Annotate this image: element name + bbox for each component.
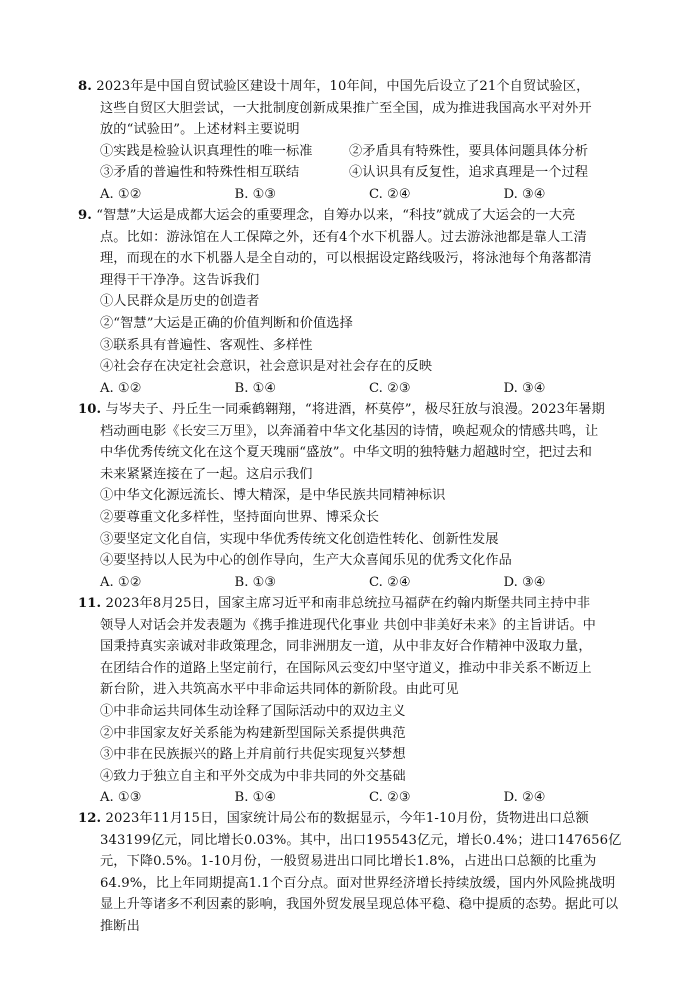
question-10 bbox=[78, 399, 638, 593]
question-11-item-3: ③中非在民族振兴的路上并肩前行共促实现复兴梦想 bbox=[100, 747, 406, 763]
question-10-choice-a[interactable]: A. ①② bbox=[100, 574, 142, 590]
question-11-stem-2: 领导人对话会并发表题为《携手推进现代化事业 共创中非美好未来》的主旨讲话。中 bbox=[100, 617, 596, 633]
question-8-line-1 bbox=[78, 76, 638, 98]
question-11-number: 11. bbox=[78, 596, 102, 611]
question-9-stem-1: “智慧”大运是成都大运会的重要理念，自筹办以来，“科技”就成了大运会的一大亮 bbox=[96, 208, 576, 223]
question-11-item-1: ①中非命运共同体生动诠释了国际活动中的双边主义 bbox=[100, 703, 406, 719]
question-9-item-3: ③联系具有普遍性、客观性、多样性 bbox=[100, 337, 313, 353]
question-11-item-2: ②中非国家友好关系能为构建新型国际关系提供典范 bbox=[100, 725, 406, 741]
question-10-stem-3: 中华优秀传统文化在这个夏天瑰丽“盛放”。中华文明的独特魅力超越时空，把过去和 bbox=[100, 445, 593, 461]
question-8-item-4: ④认识具有反复性，追求真理是一个过程 bbox=[349, 165, 589, 181]
question-8-item-3: ③矛盾的普遍性和特殊性相互联结 bbox=[100, 165, 300, 181]
question-10-choice-b[interactable]: B. ①③ bbox=[234, 574, 277, 590]
question-9-choices bbox=[78, 378, 638, 400]
question-8-choice-c[interactable]: C. ②④ bbox=[369, 186, 411, 202]
question-11-choice-b[interactable]: B. ①④ bbox=[234, 790, 277, 806]
question-10-item-2: ②要尊重文化多样性，坚持面向世界、博采众长 bbox=[100, 509, 380, 525]
question-8-choice-a[interactable]: A. ①② bbox=[100, 186, 142, 202]
question-10-item-4: ④要坚持以人民为中心的创作导向，生产大众喜闻乐见的优秀文化作品 bbox=[100, 553, 512, 569]
question-11-choice-c[interactable]: C. ②③ bbox=[369, 790, 411, 806]
question-8-item-2: ②矛盾具有特殊性，要具体问题具体分析 bbox=[349, 143, 589, 159]
question-11-choice-a[interactable]: A. ①③ bbox=[100, 790, 142, 806]
question-12-stem-3: 元，下降0.5%。1-10月份，一般贸易进出口同比增长1.8%，占进出口总额的比重为 bbox=[100, 854, 597, 870]
question-12-line-1 bbox=[78, 808, 638, 830]
question-10-choice-c[interactable]: C. ②④ bbox=[369, 574, 411, 590]
question-8-stem-1: 2023年是中国自贸试验区建设十周年，10年间，中国先后设立了21个自贸试验区， bbox=[96, 79, 590, 94]
question-9-choice-c[interactable]: C. ②③ bbox=[369, 380, 411, 396]
question-11-stem-5: 新台阶，进入共筑高水平中非命运共同体的新阶段。由此可见 bbox=[100, 682, 459, 698]
question-10-line-1 bbox=[78, 399, 638, 421]
question-8 bbox=[78, 76, 638, 206]
question-11 bbox=[78, 593, 638, 809]
question-8-number: 8. bbox=[78, 79, 92, 94]
question-9-item-1: ①人民群众是历史的创造者 bbox=[100, 294, 260, 310]
question-9-number: 9. bbox=[78, 208, 92, 223]
question-8-choices bbox=[78, 184, 638, 206]
question-12-stem-1: 2023年11月15日，国家统计局公布的数据显示，今年1-10月份，货物进出口总额 bbox=[105, 811, 589, 826]
question-11-stem-1: 2023年8月25日，国家主席习近平和南非总统拉马福萨在约翰内斯堡共同主持中非 bbox=[105, 596, 591, 611]
question-12-stem-2: 343199亿元，同比增长0.03%。其中，出口195543亿元，增长0.4%；进口147656亿 bbox=[100, 832, 622, 848]
question-8-stem-3: 放的“试验田”。上述材料主要说明 bbox=[100, 122, 300, 138]
question-10-number: 10. bbox=[78, 402, 102, 417]
question-10-choice-d[interactable]: D. ③④ bbox=[503, 574, 546, 590]
question-10-stem-4: 未来紧紧连接在了一起。这启示我们 bbox=[100, 466, 313, 482]
question-9-line-1 bbox=[78, 205, 638, 227]
question-8-choice-b[interactable]: B. ①③ bbox=[234, 186, 277, 202]
question-10-item-1: ①中华文化源远流长、博大精深，是中华民族共同精神标识 bbox=[100, 488, 446, 504]
question-11-choice-d[interactable]: D. ②④ bbox=[503, 790, 546, 806]
question-12-stem-6: 推断出 bbox=[100, 918, 140, 934]
question-9 bbox=[78, 205, 638, 399]
question-12-number: 12. bbox=[78, 811, 102, 826]
question-12-stem-5: 显上升等诸多不利因素的影响，我国外贸发展呈现总体平稳、稳中提质的态势。据此可以 bbox=[100, 897, 619, 913]
question-9-item-4: ④社会存在决定社会意识，社会意识是对社会存在的反映 bbox=[100, 359, 433, 375]
question-8-stem-2: 这些自贸区大胆尝试，一大批制度创新成果推广至全国，成为推进我国高水平对外开 bbox=[100, 100, 592, 116]
question-8-items-row-1 bbox=[78, 141, 638, 163]
question-9-choice-a[interactable]: A. ①② bbox=[100, 380, 142, 396]
question-12 bbox=[78, 808, 638, 938]
question-11-stem-3: 国秉持真实亲诚对非政策理念，同非洲朋友一道，从中非友好合作精神中汲取力量， bbox=[100, 639, 592, 655]
question-11-choices bbox=[78, 787, 638, 809]
question-8-items-row-2 bbox=[78, 162, 638, 184]
question-9-choice-b[interactable]: B. ①④ bbox=[234, 380, 277, 396]
question-10-stem-1: 与岑夫子、丹丘生一同乘鹤翱翔，“将进酒，杯莫停”，极尽狂放与浪漫。2023年暑期 bbox=[105, 402, 605, 417]
question-11-item-4: ④致力于独立自主和平外交成为中非共同的外交基础 bbox=[100, 768, 406, 784]
question-9-choice-d[interactable]: D. ③④ bbox=[503, 380, 546, 396]
question-9-stem-2: 点。比如：游泳馆在人工保障之外，还有4个水下机器人。过去游泳池都是靠人工清 bbox=[100, 229, 587, 245]
question-12-stem-4: 64.9%，比上年同期提高1.1个百分点。面对世界经济增长持续放缓，国内外风险挑战明 bbox=[100, 875, 616, 891]
question-10-stem-2: 档动画电影《长安三万里》，以奔涌着中华文化基因的诗情，唤起观众的情感共鸣，让 bbox=[100, 423, 599, 439]
question-11-line-1 bbox=[78, 593, 638, 615]
question-8-item-1: ①实践是检验认识真理性的唯一标准 bbox=[100, 143, 313, 159]
question-9-stem-4: 理得干干净净。这告诉我们 bbox=[100, 272, 260, 288]
question-8-choice-d[interactable]: D. ③④ bbox=[503, 186, 546, 202]
question-11-stem-4: 在团结合作的道路上坚定前行，在国际风云变幻中坚守道义，推动中非关系不断迈上 bbox=[100, 660, 592, 676]
question-9-item-2: ②“智慧”大运是正确的价值判断和价值选择 bbox=[100, 315, 353, 331]
question-9-stem-3: 理，而现在的水下机器人是全自动的，可以根据设定路线吸污，将泳池每个角落都清 bbox=[100, 251, 592, 267]
question-10-choices bbox=[78, 572, 638, 594]
question-10-item-3: ③要坚定文化自信，实现中华优秀传统文化创造性转化、创新性发展 bbox=[100, 531, 499, 547]
